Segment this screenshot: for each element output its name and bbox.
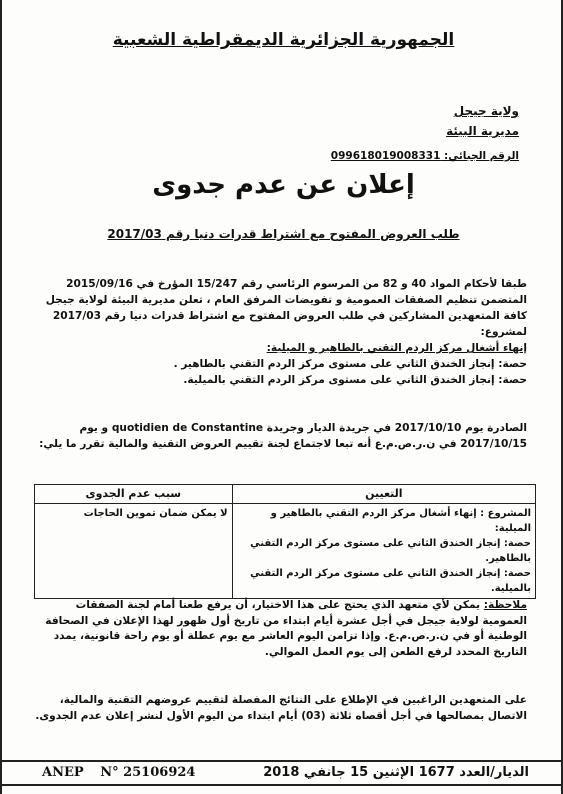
- note-paragraph: [29, 598, 527, 660]
- table-row: [35, 504, 536, 599]
- note-text: يمكن لأي متعهد الذي يحتج على هذا الاختيار، أن يرفع طعنا أمام لجنة الصفقات العمومية لولاية جيجل في أجل عشرة أيام ابتداء من تاريخ أول ظهور لهذا الإعلان في الصحافة الوطنية أو في ن.ر.ص.م.ع. وإذا تزامن اليوم العاشر مع يوم عطلة أو يوم راحة قانونية، يمدد التاريخ المحدد لرفع الطعن إلى يوم العمل الموالي.: [45, 599, 527, 658]
- table-header-row: [35, 485, 536, 504]
- project-line: حصة: إنجاز الخندق الثاني على مستوى مركز الردم التقني بالطاهير .: [173, 358, 527, 370]
- closing-paragraph: على المتعهدين الراغبين في الإطلاع على النتائج المفصلة لتقييم عروضهم التقنية والمالية، الاتصال بمصالحها في أجل أقصاه ثلاثة (03) أيام ابتداء من اليوم الأول لنشر إعلان عدم الجدوى.: [35, 694, 527, 722]
- designation-line: المشروع : إنهاء أشغال مركز الردم التقني بالطاهير و الميلية:: [270, 508, 531, 534]
- republic-heading: الجمهورية الجزائرية الديمقراطية الشعبية: [112, 30, 455, 50]
- newspaper-issue: الديار/العدد 1677 الإثنين 15 جانفي 2018: [263, 765, 529, 780]
- anep-label: ANEP: [42, 765, 84, 780]
- publication-paragraph: الصادرة يوم 2017/10/10 في جريدة الديار وجريدة quotidien de Constantine و يوم 2017/10/15 في ن.ر.ص.م.ع أنه تبعا لاجتماع لجنة تقييم العروض التقنية والمالية تقرر ما يلي:: [39, 422, 527, 450]
- direction-label: مديرية البيئة: [446, 124, 519, 138]
- project-line: حصة: إنجاز الخندق الثاني على مستوى مركز الردم التقني بالميلية.: [183, 374, 527, 386]
- table-header: التعيين: [232, 485, 535, 504]
- table-header: سبب عدم الجدوى: [35, 485, 233, 504]
- project-list: [29, 340, 527, 388]
- designation-line: حصة: إنجاز الخندق الثاني على مستوى مركز الردم التقني بالميلية.: [250, 568, 531, 594]
- designation-line: حصة: إنجاز الخندق الثاني على مستوى مركز الردم التقني بالطاهير.: [250, 538, 531, 564]
- anep-number: N° 25106924: [100, 765, 196, 780]
- reason-cell: لا يمكن ضمان تموين الحاجات: [35, 504, 233, 599]
- project-line: إنهاء أشغال مركز الردم التقني بالطاهير و الميلية:: [266, 342, 527, 354]
- designation-cell: [232, 504, 535, 599]
- tax-id: الرقم الجبائي: 099618019008331: [330, 150, 519, 162]
- announcement-subtitle: طلب العروض المفتوح مع اشتراط قدرات دنيا رقم 2017/03: [107, 227, 460, 241]
- results-table: [34, 484, 536, 599]
- announcement-title: إعلان عن عدم جدوى: [152, 170, 415, 200]
- footer-bar: [2, 760, 563, 786]
- anep-reference: [42, 765, 195, 780]
- intro-paragraph: طبقا لأحكام المواد 40 و 82 من المرسوم الرئاسي رقم 15/247 المؤرخ في 2015/09/16 المتضمن تنظيم الصفقات العمومية و تفويضات المرفق العام ، تعلن مديرية البيئة لولاية جيجل كافة المتعهدين المشاركين في طلب العروض المفتوح مع اشتراط قدرات دنيا رقم 2017/03 لمشروع:: [45, 278, 527, 338]
- wilaya-label: ولاية جيجل: [453, 104, 519, 118]
- note-label: ملاحظة:: [483, 599, 527, 611]
